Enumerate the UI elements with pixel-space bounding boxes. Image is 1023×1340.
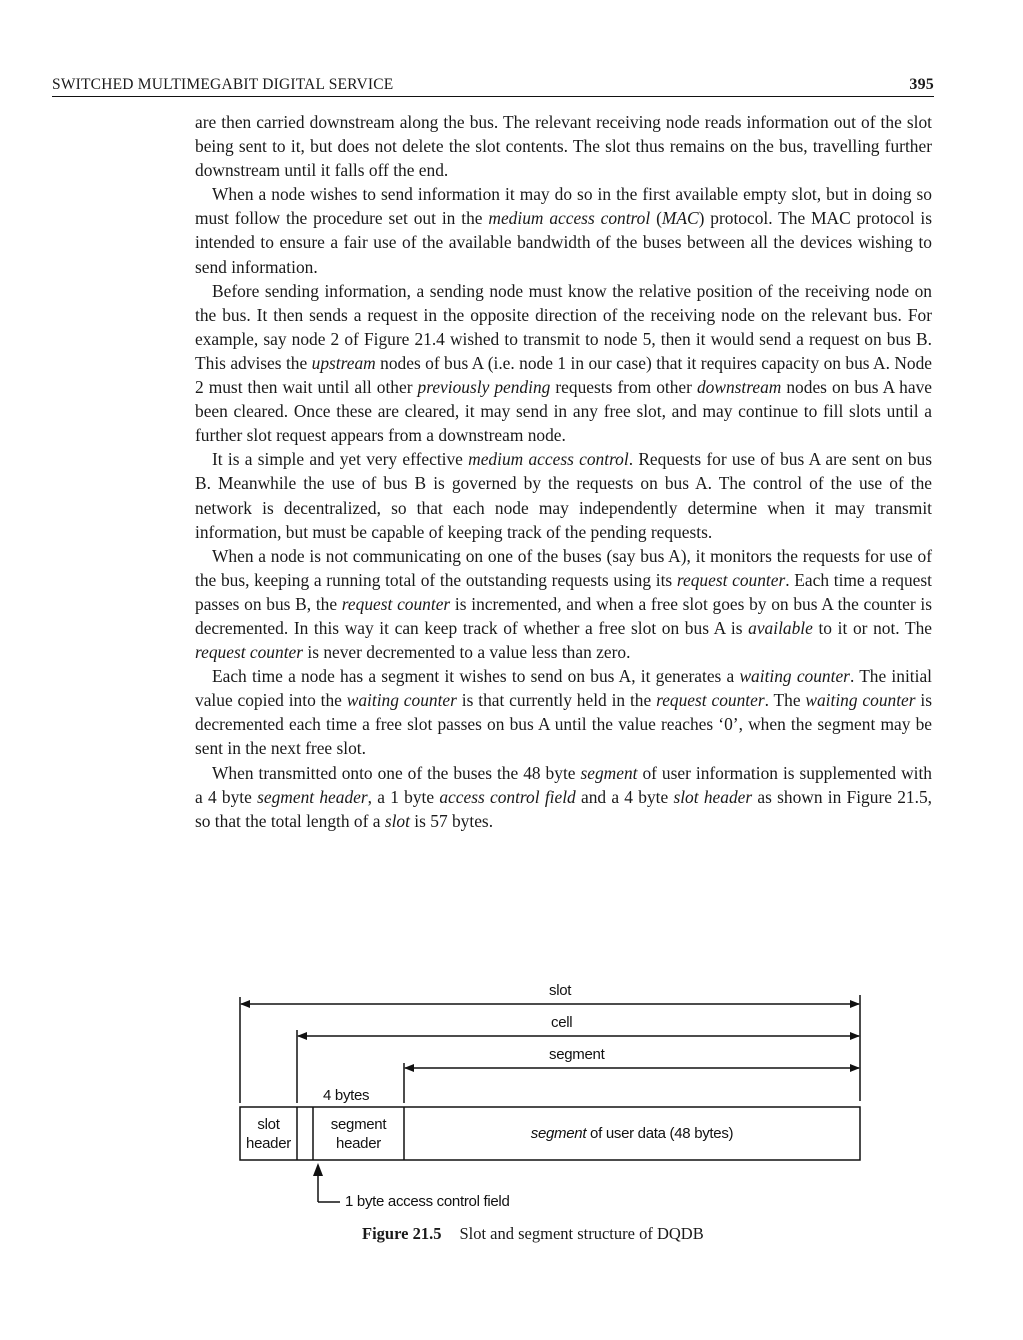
text-run: Before sending information, a sending node must know the relative position of the receiving node on the bus. It then sends a request in the opposite direction of the receiving node on the relevant bus. For example, say node 2 of Figure 21.4 wished to transmit to node 5, then it would send a request on bus B. This advises the — [195, 280, 932, 373]
slot-header-line2: header — [246, 1135, 291, 1152]
running-head — [52, 76, 934, 97]
acf-arrowhead — [313, 1163, 323, 1176]
text-run: is incremented, and when a free slot goes by on bus A the counter is decremented. In this way it can keep track of whether a free slot on bus A is — [195, 593, 933, 638]
emphasis-text: request counter — [676, 569, 786, 590]
text-run: is that currently held in the — [456, 690, 657, 711]
emphasis-text: request counter — [195, 642, 304, 663]
caption-number: Figure 21.5 — [362, 1224, 442, 1243]
emphasis-text: waiting counter — [805, 690, 916, 711]
four-bytes-label: 4 bytes — [323, 1087, 370, 1104]
text-run: ( — [650, 208, 662, 229]
segment-span-label: segment — [549, 1046, 605, 1063]
figure-caption — [362, 1224, 704, 1244]
paragraph — [195, 664, 932, 760]
emphasis-text: request counter — [341, 593, 451, 614]
user-data-cell — [404, 1125, 860, 1142]
slot-header-line1: slot — [257, 1116, 280, 1133]
text-run: are then carried downstream along the bus. The relevant receiving node reads information out of the slot being sent to it, but does not delete the slot contents. The slot thus remains on the bus, travelling further downstream until it falls off the end. — [195, 112, 932, 181]
text-run: It is a simple and yet very effective — [212, 449, 469, 470]
emphasis-text: access control field — [439, 786, 576, 807]
paragraph — [195, 182, 932, 278]
emphasis-text: downstream — [696, 377, 782, 398]
text-run: When transmitted onto one of the buses the 48 byte — [212, 762, 581, 783]
user-data-italic: segment — [530, 1125, 587, 1142]
emphasis-text: slot — [384, 810, 410, 831]
segment-header-cell — [313, 1115, 404, 1153]
emphasis-text: segment — [580, 762, 638, 783]
text-run: When a node wishes to send information it may do so in the first available empty slot, but in doing so must follow the procedure set out in the — [195, 184, 932, 229]
slot-header-cell — [240, 1115, 297, 1153]
emphasis-text: upstream — [311, 352, 376, 373]
emphasis-text: waiting counter — [739, 666, 850, 687]
emphasis-text: previously pending — [417, 377, 551, 398]
text-run: to it or not. The — [812, 617, 932, 638]
text-run: ) protocol. The MAC protocol is intended to ensure a fair use of the available bandwidth of the buses between all the devices wishing to send information. — [195, 208, 933, 277]
user-data-rest: of user data (48 bytes) — [586, 1125, 734, 1142]
text-run: is 57 bytes. — [409, 810, 494, 831]
acf-label: 1 byte access control field — [345, 1193, 510, 1210]
emphasis-text: MAC — [661, 208, 699, 229]
emphasis-text: medium access control — [488, 208, 651, 229]
slot-box — [240, 1107, 860, 1160]
text-run: nodes on bus A have been cleared. Once these are cleared, it may send in any free slot, and may continue to fill slots until a further slot request appears from a downstream node. — [195, 377, 933, 446]
text-run: of user information is supplemented with a 4 byte — [195, 762, 932, 807]
text-run: When a node is not communicating on one of the buses (say bus A), it monitors the requests for use of the bus, keeping a running total of the outstanding requests using its — [195, 545, 932, 590]
text-run: . The initial value copied into the — [195, 666, 933, 711]
page-number: 395 — [909, 76, 934, 93]
text-run: Each time a node has a segment it wishes to send on bus A, it generates a — [212, 666, 740, 687]
text-run: is never decremented to a value less than zero. — [303, 642, 631, 663]
emphasis-text: slot header — [673, 786, 753, 807]
emphasis-text: medium access control — [468, 449, 629, 470]
emphasis-text: available — [748, 617, 813, 638]
paragraph — [195, 761, 932, 833]
slot-span-label: slot — [549, 982, 572, 999]
emphasis-text: segment header — [257, 786, 368, 807]
body-text — [195, 110, 932, 833]
emphasis-text: waiting counter — [346, 690, 457, 711]
caption-text: Slot and segment structure of DQDB — [459, 1224, 704, 1243]
cell-span-label: cell — [551, 1014, 573, 1031]
segment-header-line1: segment — [330, 1116, 387, 1133]
paragraph — [195, 544, 932, 664]
text-run: nodes of bus A (i.e. node 1 in our case) that it requires capacity on bus A. Node 2 must then wait until all other — [195, 352, 933, 398]
text-run: as shown in Figure 21.5, so that the total length of a — [195, 786, 932, 831]
segment-header-line2: header — [336, 1135, 381, 1152]
text-run: is decremented each time a free slot passes on bus A until the value reaches ‘0’, when the segment may be sent in the next free slot. — [195, 690, 933, 759]
text-run: and a 4 byte — [575, 786, 674, 807]
paragraph — [195, 110, 932, 182]
text-run: . Requests for use of bus A are sent on bus B. Meanwhile the use of bus B is governed by the requests on bus A. The control of the use of the network is decentralized, so that each node may independently determine when it may transmit information, but must be capable of keeping track of the pending requests. — [195, 449, 932, 542]
paragraph — [195, 447, 932, 543]
text-run: , a 1 byte — [367, 786, 440, 807]
running-title: SWITCHED MULTIMEGABIT DIGITAL SERVICE — [52, 76, 394, 93]
paragraph — [195, 279, 932, 448]
text-run: . The — [764, 690, 806, 711]
emphasis-text: request counter — [656, 690, 765, 711]
text-run: requests from other — [550, 377, 697, 398]
text-run: . Each time a request passes on bus B, the — [195, 569, 932, 614]
